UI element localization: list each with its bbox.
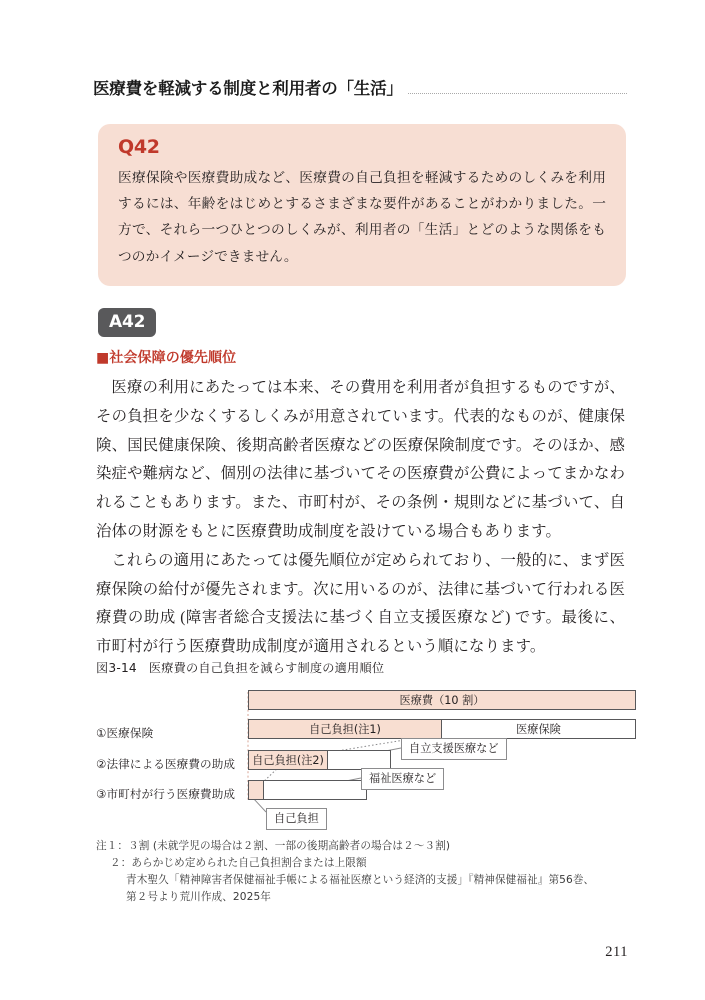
figure-row-label-1: ①医療保険 [96,726,154,740]
figure-row3-bottom-callout: 自己負担 [266,808,327,830]
figure-row2-subsidy-segment [327,750,391,770]
figure-row2-self-pay-segment [248,750,328,770]
figure-total-cost-label: 医療費（10 割） [399,694,485,707]
answer-paragraph-1: 医療の利用にあたっては本来、その費用を利用者が負担するものですが、その負担を少なくするしくみが用意されています。代表的なものが、健康保険、国民健康保険、後期高齢者医療などの医療保険制度です。そのほか、感染症や難病など、個別の法律に基づいてその医療費が公費によってまかなわれることもあります。また、市町村が、その条例・規則などに基づいて、自治体の財源をもとに医療費助成制度を設けている場合もあります。 [96,379,625,540]
figure-row1-self-pay-label: 自己負担(注1) [309,723,381,736]
answer-label: A42 [98,308,156,337]
figure-footnotes [96,838,631,907]
figure-total-cost-bar [248,690,636,710]
figure-caption-text: 医療費の自己負担を減らす制度の適用順位 [148,661,385,675]
figure-number: 図3-14 [96,661,137,675]
answer-paragraph-2: これらの適用にあたっては優先順位が定められており、一般的に、まず医療保険の給付が優先されます。次に用いるのが、法律に基づいて行われる医療費の助成 (障害者総合支援法に基づく自立支援医療など) です。最後に、市町村が行う医療費助成制度が適用されるという順になります。 [96,551,625,656]
question-label: Q42 [118,136,160,158]
figure-row-label-2: ②法律による医療費の助成 [96,757,236,771]
footnote-source-line-2: 第２号より荒川作成、2025年 [126,891,271,904]
figure-row2-callout: 自立支援医療など [401,738,507,760]
footnote-2: ２：あらかじめ定められた自己負担割合または上限額 [110,857,367,870]
question-text: 医療保険や医療費助成など、医療費の自己負担を軽減するためのしくみを利用するには、年齢をはじめとするさまざまな要件があることがわかりました。一方で、それら一つひとつのしくみが、利用者の「生活」とどのような関係をもつのかイメージできません。 [118,169,606,265]
figure-row2-self-pay-label: 自己負担(注2) [252,754,324,767]
figure-caption [96,659,384,676]
figure-diagram [96,688,636,828]
section-heading-dotted-rule [408,92,627,94]
footnote-source-line-1: 青木聖久「精神障害者保健福祉手帳による福祉医療という経済的支援」『精神保健福祉』第56巻、 [126,874,595,887]
figure-row3-subsidy-segment [263,780,367,800]
figure-row1-self-pay-segment [248,719,442,739]
figure-row-label-3: ③市町村が行う医療費助成 [96,787,236,801]
figure-row3-self-pay-segment [248,780,264,800]
question-box [98,124,626,286]
footnote-1: 注１：３割 (未就学児の場合は２割、一部の後期高齢者の場合は２～３割) [96,840,451,852]
figure-row1-insurance-label: 医療保険 [516,723,561,736]
figure-row1-insurance-segment [441,719,636,739]
answer-subheading: ■社会保障の優先順位 [96,350,237,366]
section-heading [93,80,627,98]
figure-row3-callout: 福祉医療など [361,768,444,790]
page-number: 211 [605,944,628,960]
answer-body [96,374,625,662]
section-heading-text: 医療費を軽減する制度と利用者の「生活」 [93,79,403,98]
